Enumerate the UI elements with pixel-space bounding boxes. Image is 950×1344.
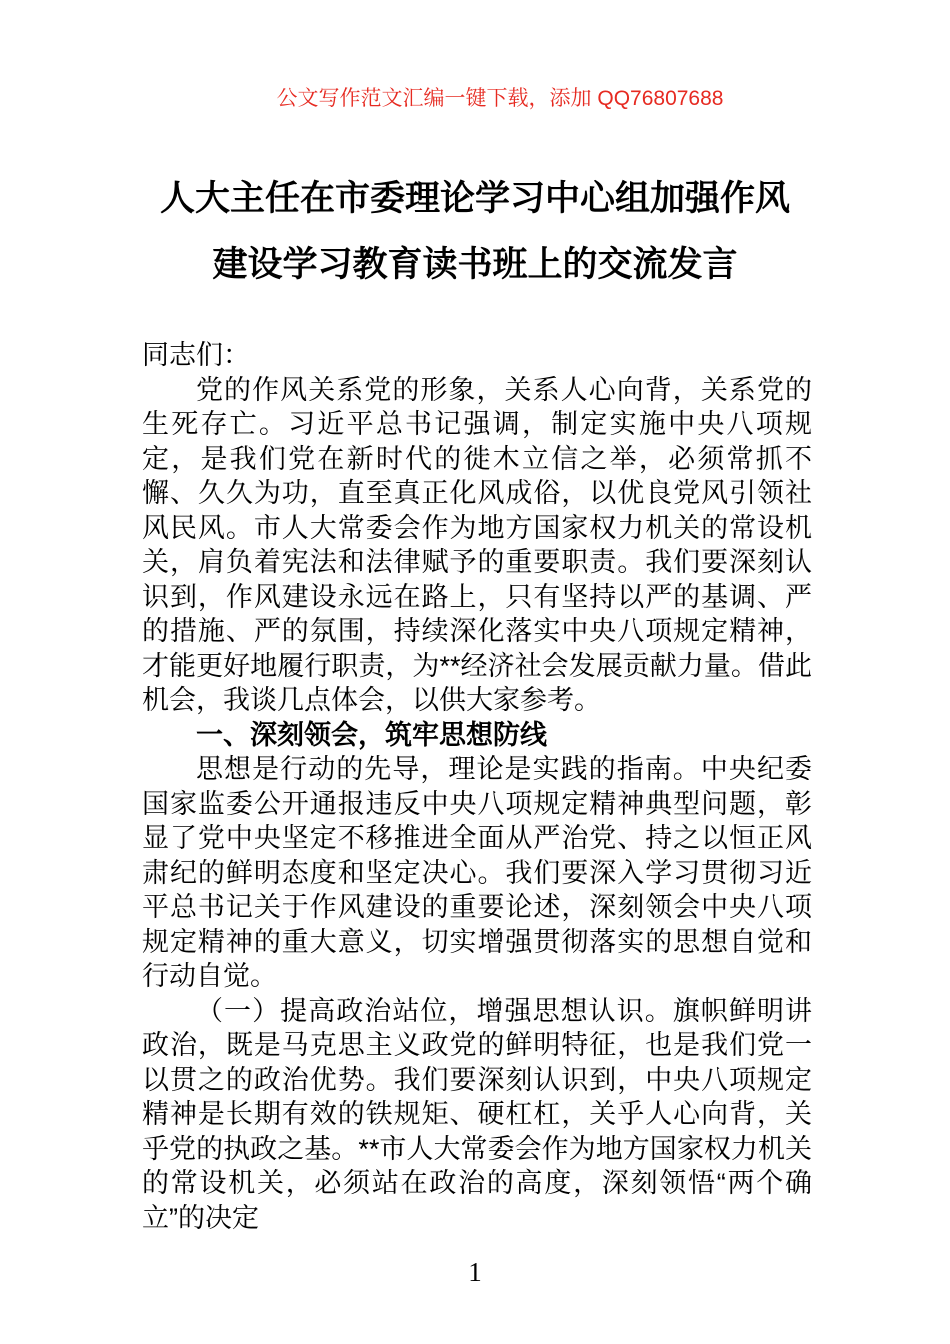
salutation: 同志们： — [142, 340, 250, 370]
page-number: 1 — [468, 1257, 482, 1287]
paragraph-intro: 党的作风关系党的形象，关系人心向背，关系党的生死存亡。习近平总书记强调，制定实施中央八项规定，是我们党在新时代的徙木立信之举，必须常抓不懈、久久为功，直至真正化风成俗，以优良党风引领社风民风。市人大常委会作为地方国家权力机关的常设机关，肩负着宪法和法律赋予的重要职责。我们要深刻认识到，作风建设永远在路上，只有坚持以严的基调、严的措施、严的氛围，持续深化落实中央八项规定精神，才能更好地履行职责，为**经济社会发展贡献力量。借此机会，我谈几点体会，以供大家参考。 — [142, 374, 812, 715]
page-title-line-1: 人大主任在市委理论学习中心组加强作风 — [159, 179, 790, 218]
page-title — [0, 166, 950, 298]
paragraph-section-1-intro: 思想是行动的先导，理论是实践的指南。中央纪委国家监委公开通报违反中央八项规定精神典型问题，彰显了党中央坚定不移推进全面从严治党、持之以恒正风肃纪的鲜明态度和坚定决心。我们要深入学习贯彻习近平总书记关于作风建设的重要论述，深刻领会中央八项规定精神的重大意义，切实增强贯彻落实的思想自觉和行动自觉。 — [142, 754, 812, 991]
section-heading-1: 一、深刻领会，筑牢思想防线 — [196, 719, 547, 750]
promo-banner-text: 公文写作范文汇编一键下载，添加 QQ76807688 — [276, 87, 724, 110]
paragraph-subsection-1: （一）提高政治站位，增强思想认识。旗帜鲜明讲政治，既是马克思主义政党的鲜明特征，也是我们党一以贯之的政治优势。我们要深刻认识到，中央八项规定精神是长期有效的铁规矩、硬杠杠，关乎人心向背，关乎党的执政之基。**市人大常委会作为地方国家权力机关的常设机关，必须站在政治的高度，深刻领悟“两个确立”的决定 — [142, 995, 812, 1233]
page-footer — [0, 1257, 950, 1287]
page-title-line-2: 建设学习教育读书班上的交流发言 — [212, 245, 738, 284]
document-body — [142, 338, 812, 1235]
